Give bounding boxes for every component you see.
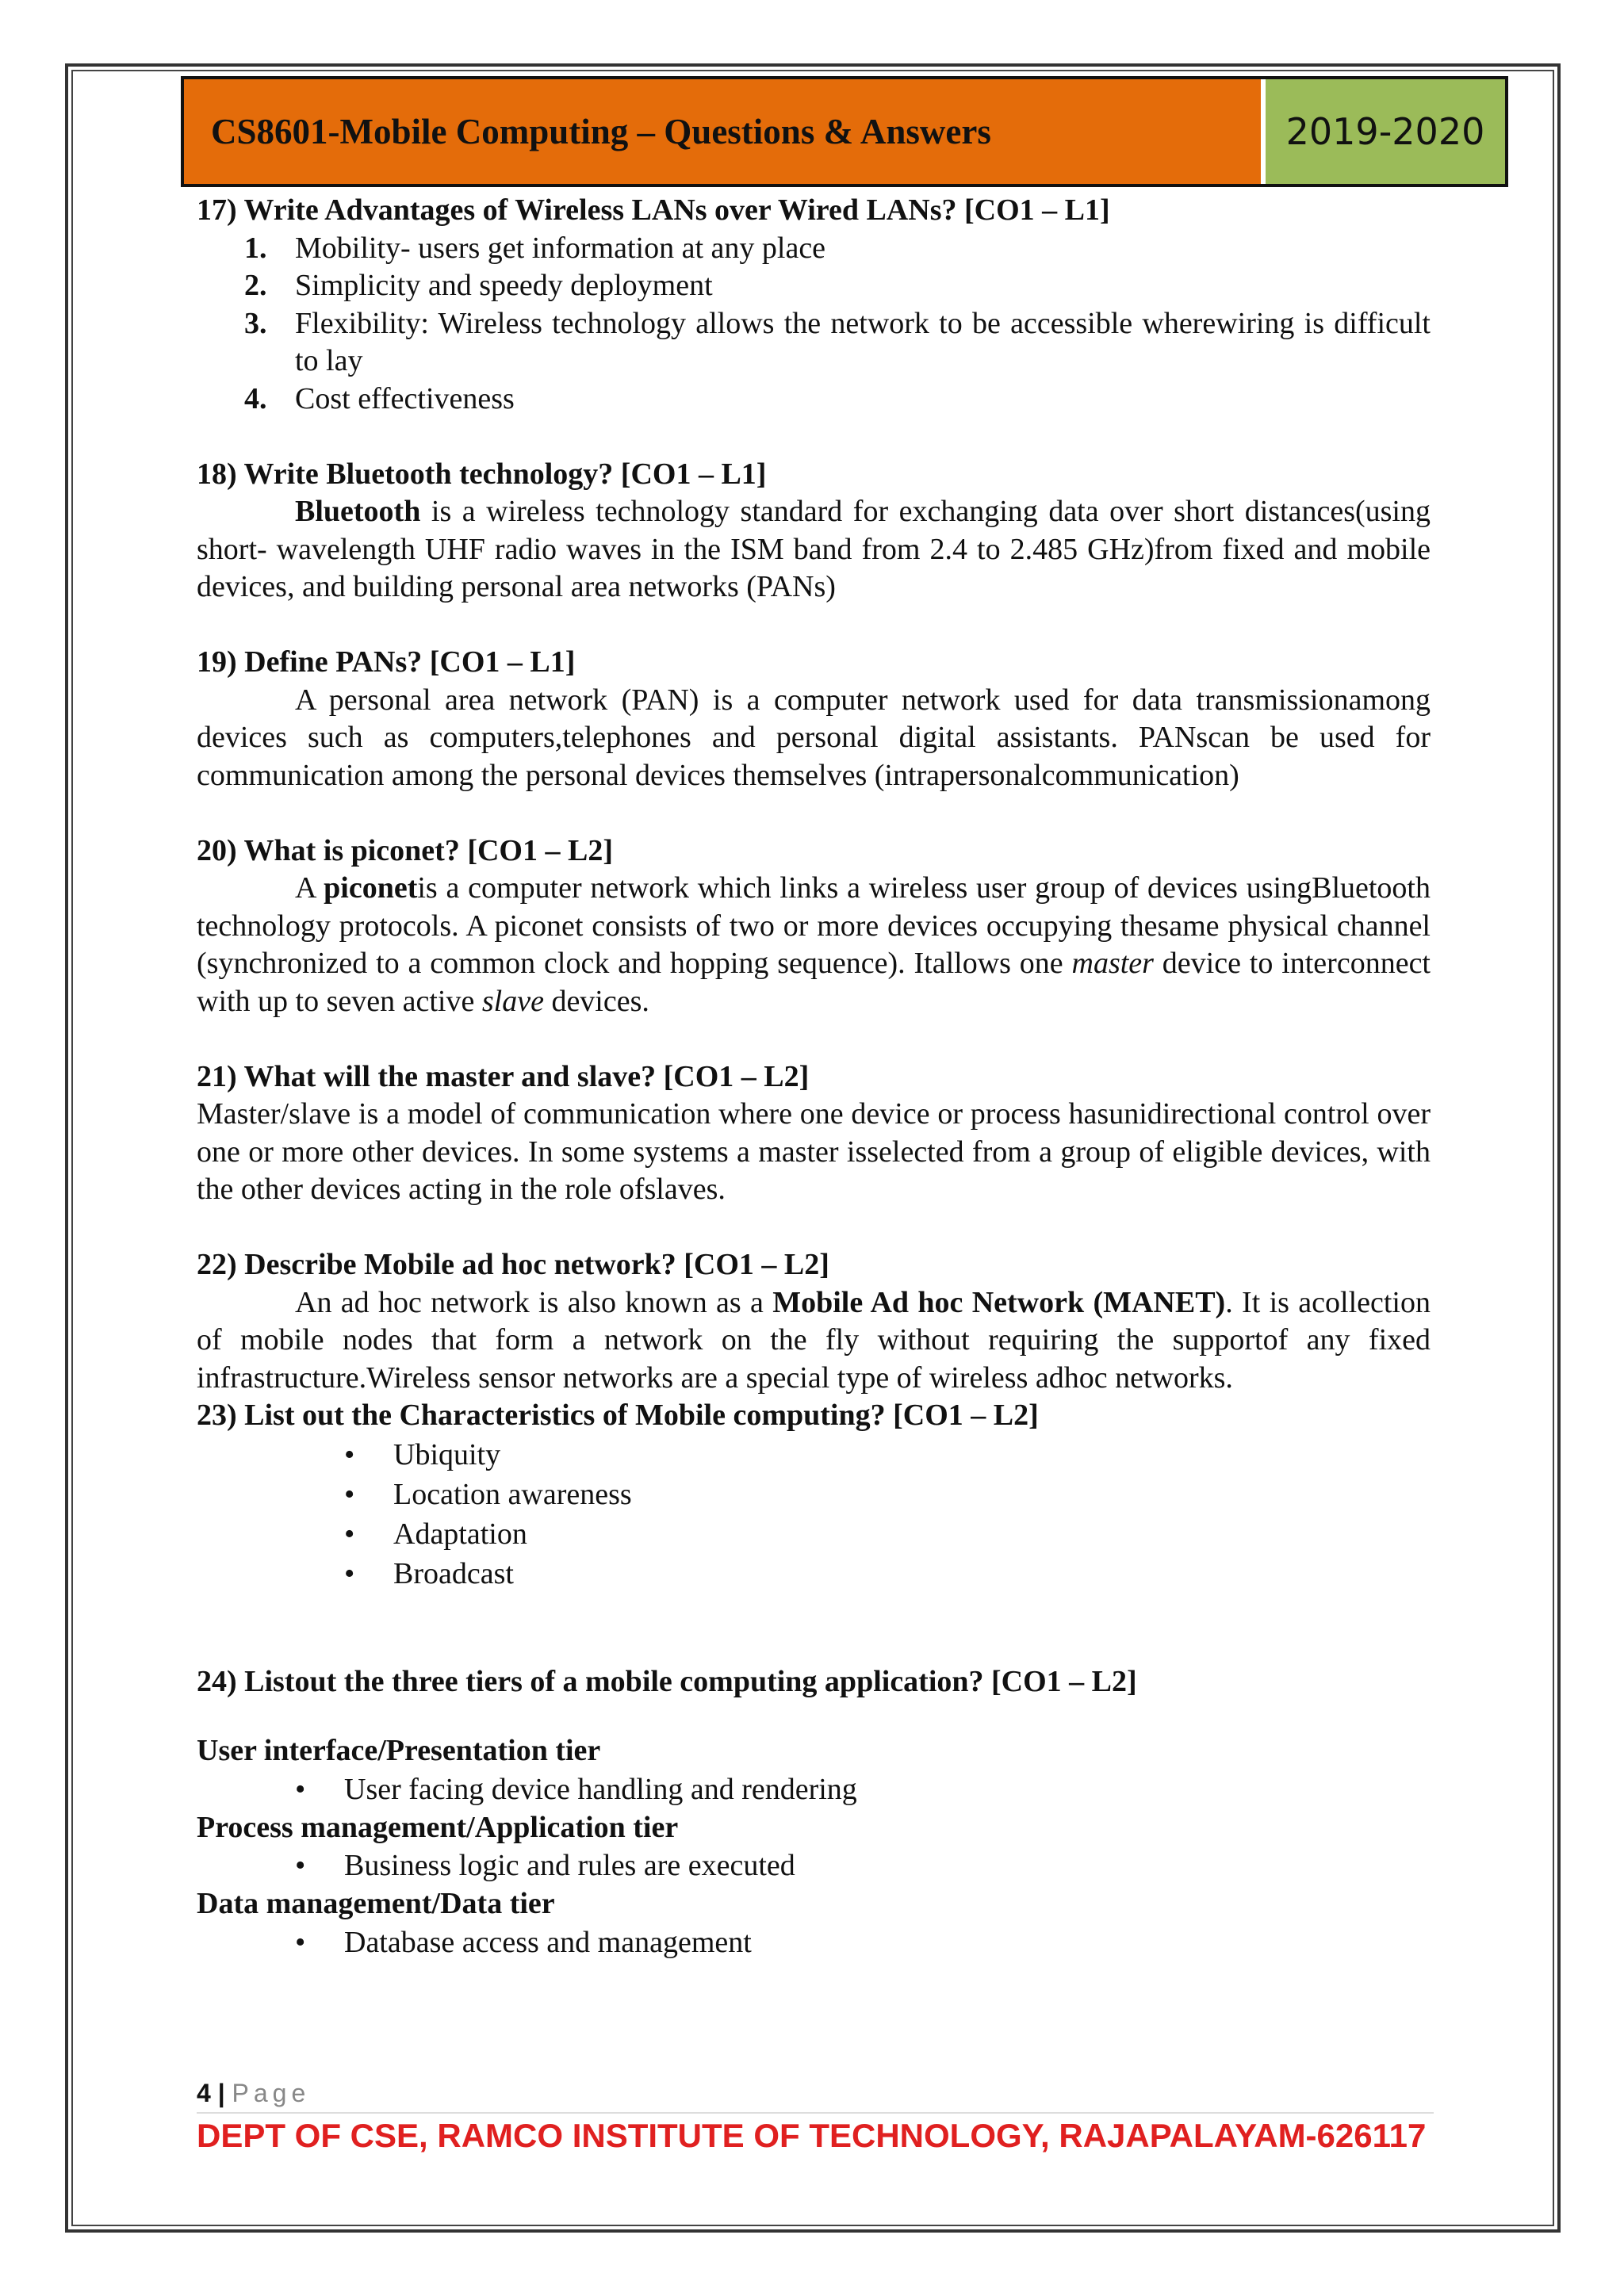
tier-title: Data management/Data tier: [197, 1887, 555, 1920]
answer-21: Master/slave is a model of communication where one device or process hasunidirectional control over one or more other devices. In some systems a master isselected from a group of eligible devices, with the other devices acting in the role ofslaves.: [197, 1097, 1431, 1206]
list-text: Simplicity and speedy deployment: [295, 269, 713, 302]
document-body: [197, 192, 1431, 1962]
question-20: 20) What is piconet? [CO1 – L2]: [197, 833, 613, 867]
question-18: 18) Write Bluetooth technology? [CO1 – L1]: [197, 457, 767, 491]
list-text: Business logic and rules are executed: [344, 1849, 795, 1882]
list-text: Location awareness: [393, 1477, 632, 1511]
list-text: Ubiquity: [393, 1437, 501, 1471]
answer-text: . It is acollection of mobile nodes that form a network on the fly without requiring the supportof any fixed infrastructure.Wireless sensor networks are a special type of wireless adhoc networks.: [197, 1285, 1431, 1395]
answer-text: device to interconnect with up to seven active: [197, 947, 1431, 1018]
list-item: [197, 267, 1431, 305]
list-text: Cost effectiveness: [295, 381, 515, 415]
question-17: 17) Write Advantages of Wireless LANs over Wired LANs? [CO1 – L1]: [197, 193, 1110, 227]
list-item: [197, 1554, 1431, 1594]
list-text: Flexibility: Wireless technology allows the network to be accessible wherewiring is difficult to lay: [295, 306, 1431, 377]
list-number: 4.: [244, 381, 267, 415]
page-number: 4: [197, 2079, 211, 2107]
bold-term: piconet: [324, 871, 418, 905]
list-item: [197, 1846, 1431, 1885]
bold-term: Mobile Ad hoc Network (MANET): [772, 1285, 1226, 1319]
list-item: [197, 1770, 1431, 1809]
page-separator: |: [210, 2079, 232, 2107]
page-header: [181, 76, 1508, 187]
list-text: Broadcast: [393, 1556, 514, 1590]
list-item: [197, 230, 1431, 268]
question-23: 23) List out the Characteristics of Mobile computing? [CO1 – L2]: [197, 1399, 1039, 1432]
bullet-icon: •: [295, 1849, 306, 1882]
bullet-icon: •: [295, 1925, 306, 1959]
tier-title: User interface/Presentation tier: [197, 1734, 601, 1767]
question-19: 19) Define PANs? [CO1 – L1]: [197, 645, 576, 679]
page-number-footer: [197, 2079, 310, 2108]
answer-text: A: [295, 871, 324, 905]
question-24: 24) Listout the three tiers of a mobile computing application? [CO1 – L2]: [197, 1664, 1137, 1698]
tier-list: [197, 1923, 1431, 1962]
answer-text: is a computer network which links a wireless user group of devices usingBluetooth technology protocols. A piconet consists of two or more devices occupying thesame physical channel (synchronized to a common clock and hopping sequence). Itallows one: [197, 871, 1431, 980]
question-22: 22) Describe Mobile ad hoc network? [CO1 – L2]: [197, 1248, 829, 1281]
bullet-icon: •: [344, 1517, 355, 1551]
list-item: [197, 1923, 1431, 1962]
list-item: [197, 1514, 1431, 1554]
bullet-icon: •: [344, 1437, 355, 1471]
list-text: User facing device handling and rendering: [344, 1772, 857, 1806]
question-21: 21) What will the master and slave? [CO1 – L2]: [197, 1059, 810, 1093]
page-word: Page: [232, 2079, 311, 2107]
department-footer: DEPT OF CSE, RAMCO INSTITUTE OF TECHNOLOGY, RAJAPALAYAM-626117: [197, 2117, 1427, 2154]
bold-term: Bluetooth: [295, 495, 421, 528]
tier-list: [197, 1770, 1431, 1809]
answer-18: [197, 493, 1431, 607]
answer-20: [197, 870, 1431, 1020]
list-text: Database access and management: [344, 1925, 752, 1959]
italic-term: slave: [481, 984, 544, 1018]
answer-text: is a wireless technology standard for exchanging data over short distances(using short- wavelength UHF radio waves in the ISM band from 2.4 to 2.485 GHz)from fixed and mobile devices, and building personal area networks (PANs): [197, 495, 1431, 603]
answer-text: devices.: [543, 984, 649, 1018]
academic-year: 2019-2020: [1266, 79, 1505, 184]
list-number: 3.: [244, 306, 267, 340]
list-number: 1.: [244, 231, 267, 265]
tier-list: [197, 1846, 1431, 1885]
tier-title: Process management/Application tier: [197, 1810, 679, 1844]
course-title: CS8601-Mobile Computing – Questions & Answers: [184, 79, 1266, 184]
bullet-icon: •: [344, 1556, 355, 1590]
footer-divider: [197, 2112, 1434, 2114]
answer-19: A personal area network (PAN) is a computer network used for data transmissionamong devices such as computers,telephones and personal digital assistants. PANscan be used for communication among the personal devices themselves (intrapersonalcommunication): [197, 683, 1431, 792]
italic-term: master: [1071, 947, 1154, 980]
list-text: Mobility- users get information at any place: [295, 231, 826, 265]
list-item: [197, 305, 1431, 381]
bullet-icon: •: [295, 1772, 306, 1806]
q23-list: [197, 1435, 1431, 1594]
list-item: [197, 1435, 1431, 1475]
list-number: 2.: [244, 269, 267, 302]
list-item: [197, 1475, 1431, 1514]
list-item: [197, 381, 1431, 419]
bullet-icon: •: [344, 1477, 355, 1511]
list-text: Adaptation: [393, 1517, 527, 1551]
q17-list: [197, 230, 1431, 419]
answer-22: [197, 1284, 1431, 1398]
answer-text: An ad hoc network is also known as a: [295, 1285, 773, 1319]
